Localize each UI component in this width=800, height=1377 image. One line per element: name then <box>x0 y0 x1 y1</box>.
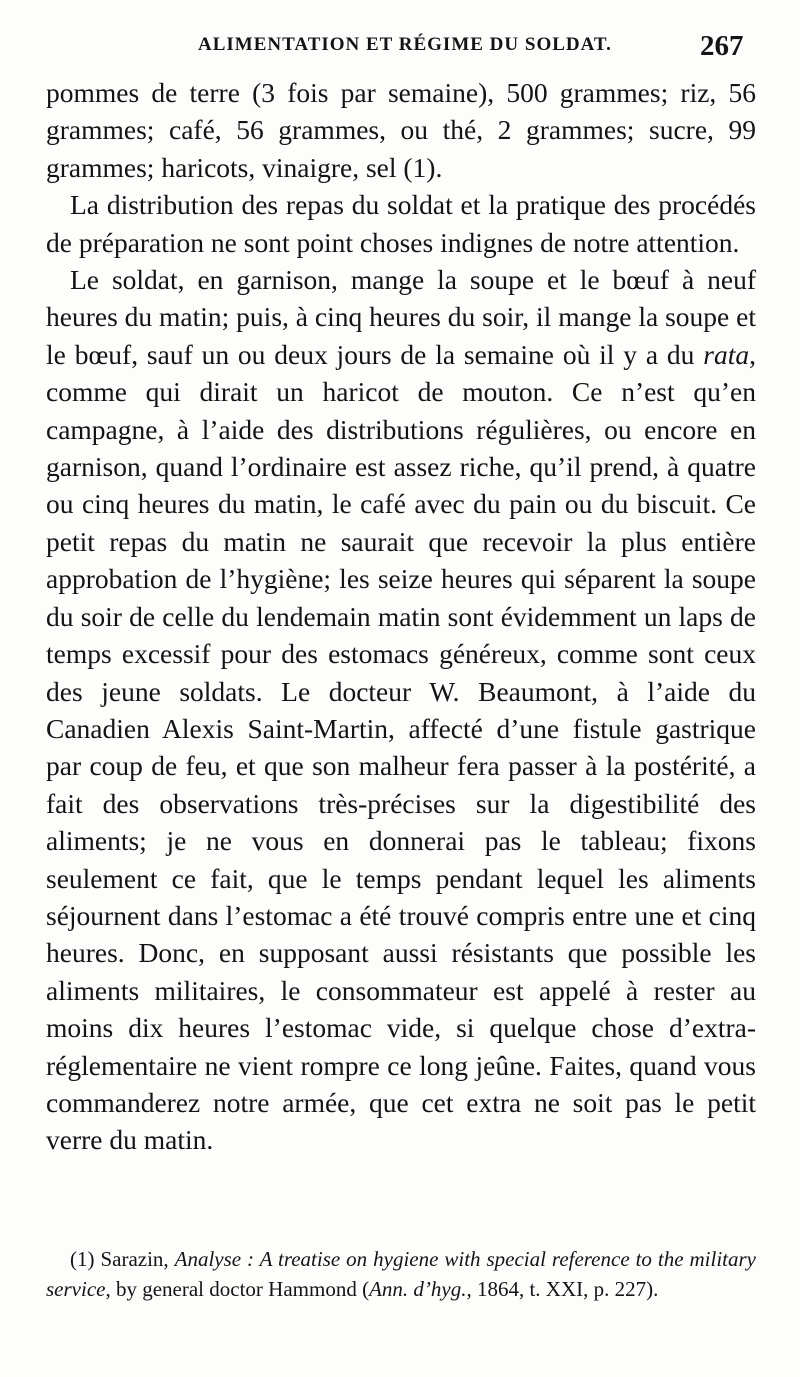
footnote-tail: , 1864, t. XXI, p. 227). <box>466 1277 659 1301</box>
footnote-author: Sarazin, <box>94 1247 175 1271</box>
paragraph-soldier-meals <box>46 261 756 1159</box>
paragraph-text-end: , comme qui dirait un haricot de mouton. Ce n’est qu’en campagne, à l’aide des distributions régulières, ou encore en garnison, quand l’ordinaire est assez riche, qu’il prend, à quatre ou cinq heures du matin, le café avec du pain ou du biscuit. Ce petit repas du matin ne saurait que recevoir la plus entière approbation de l’hygiène; les seize heures qui séparent la soupe du soir de celle du lendemain matin sont évidemment un laps de temps excessif pour des estomacs généreux, comme sont ceux des jeune soldats. Le docteur W. Beaumont, à l’aide du Canadien Alexis Saint-Martin, affecté d’une fistule gastrique par coup de feu, et que son malheur fera passer à la postérité, a fait des observations très-précises sur la digestibilité des aliments; je ne vous en donnerai pas le tableau; fixons seulement ce fait, que le temps pendant lequel les aliments séjournent dans l’estomac a été trouvé compris entre une et cinq heures. Donc, en supposant aussi résistants que possible les aliments militaires, le consommateur est appelé à rester au moins dix heures l’estomac vide, si quelque chose d’extra-réglementaire ne vient rompre ce long jeûne. Faites, quand vous commanderez notre armée, que cet extra ne soit pas le petit verre du matin. <box>46 338 756 1156</box>
footnote-mid: , by general doctor Hammond ( <box>105 1277 370 1301</box>
footnote-1 <box>46 1244 756 1304</box>
running-head <box>0 30 800 74</box>
footnote-work-title: Analyse : A treatise on hygiene with special reference to the military service <box>46 1247 756 1301</box>
paragraph-continuation: pommes de terre (3 fois par semaine), 500 grammes; riz, 56 grammes; café, 56 grammes, ou thé, 2 grammes; sucre, 99 grammes; haricots, vinaigre, sel (1). <box>46 77 756 183</box>
footnotes <box>46 1244 756 1304</box>
page-number: 267 <box>700 30 744 62</box>
footnote-marker: (1) <box>70 1247 95 1271</box>
running-title: ALIMENTATION ET RÉGIME DU SOLDAT. <box>198 34 612 55</box>
body-text <box>46 74 756 1159</box>
paragraph-text-start: Le soldat, en garnison, mange la soupe et le bœuf à neuf heures du matin; puis, à cinq heures du soir, il mange la soupe et le bœuf, sauf un ou deux jours de la semaine où il y a du <box>46 264 756 370</box>
italic-term-rata: rata <box>703 338 750 370</box>
footnote-journal: Ann. d’hyg. <box>369 1277 467 1301</box>
paragraph-meal-distribution: La distribution des repas du soldat et la pratique des procédés de préparation ne sont point choses indignes de notre attention. <box>46 189 756 258</box>
